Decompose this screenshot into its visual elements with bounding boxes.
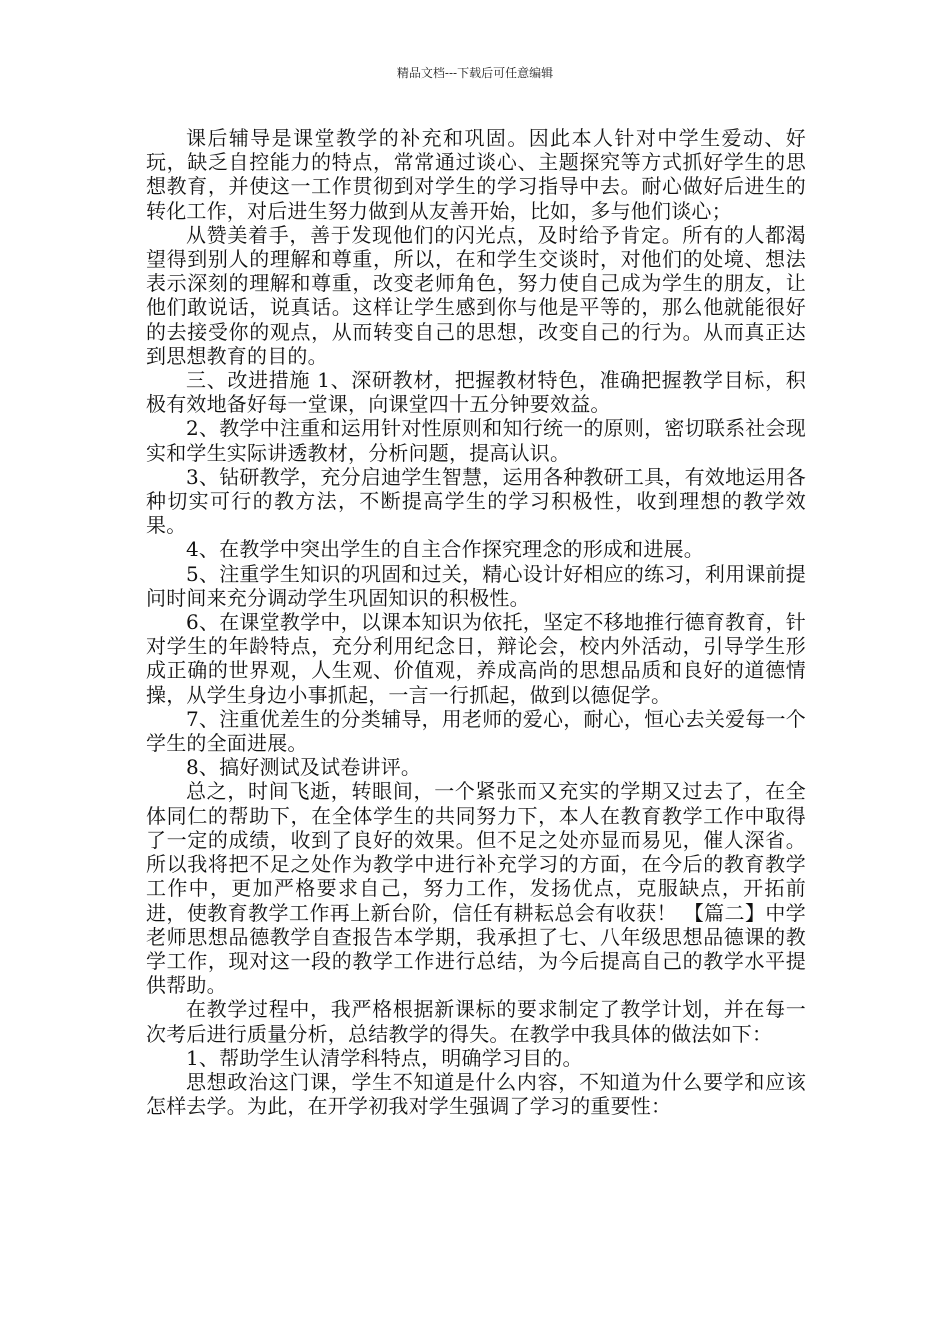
paragraph: 5、注重学生知识的巩固和过关，精心设计好相应的练习，利用课前提问时间来充分调动学生巩固知识的积极性。 — [146, 561, 806, 610]
paragraph: 7、注重优差生的分类辅导，用老师的爱心，耐心，恒心去关爱每一个学生的全面进展。 — [146, 706, 806, 756]
page-header: 精品文档---下载后可任意编辑 — [396, 66, 554, 80]
paragraph: 课后辅导是课堂教学的补充和巩固。因此本人针对中学生爱动、好玩，缺乏自控能力的特点，常常通过谈心、主题探究等方式抓好学生的思想教育，并使这一工作贯彻到对学生的学习指导中去。耐心做好后进生的转化工作，对后进生努力做到从友善开始，比如，多与他们谈心； — [146, 126, 806, 223]
paragraph: 2、教学中注重和运用针对性原则和知行统一的原则，密切联系社会现实和学生实际讲透教材，分析问题，提高认识。 — [146, 416, 806, 465]
paragraph: 8、搞好测试及试卷讲评。 — [186, 755, 422, 780]
document-body — [146, 126, 806, 1118]
paragraph: 三、改进措施 1、深研教材，把握教材特色，准确把握教学目标，积极有效地备好每一堂课，向课堂四十五分钟要效益。 — [146, 368, 806, 417]
paragraph: 3、钻研教学，充分启迪学生智慧，运用各种教研工具，有效地运用各种切实可行的教方法，不断提高学生的学习积极性，收到理想的教学效果。 — [146, 464, 806, 538]
paragraph: 在教学过程中，我严格根据新课标的要求制定了教学计划，并在每一次考后进行质量分析，总结教学的得失。在教学中我具体的做法如下： — [146, 997, 806, 1046]
paragraph: 思想政治这门课，学生不知道是什么内容，不知道为什么要学和应该怎样去学。为此，在开学初我对学生强调了学习的重要性： — [146, 1069, 806, 1119]
paragraph: 总之，时间飞逝，转眼间，一个紧张而又充实的学期又过去了，在全体同仁的帮助下，在全体学生的共同努力下，本人在教育教学工作中取得了一定的成绩，收到了良好的效果。但不足之处亦显而易见，催人深省。所以我将把不足之处作为教学中进行补充学习的方面，在今后的教育教学工作中，更加严格要求自己，努力工作，发扬优点，克服缺点，开拓前进，使教育教学工作再上新台阶，信任有耕耘总会有收获！ 【篇二】中学老师思想品德教学自查报告本学期，我承担了七、八年级思想品德课的教学工作，现对这一段的教学工作进行总结，为今后提高自己的教学水平提供帮助。 — [146, 779, 806, 998]
paragraph: 1、帮助学生认清学科特点，明确学习目的。 — [186, 1045, 583, 1070]
paragraph: 从赞美着手，善于发现他们的闪光点，及时给予肯定。所有的人都渴望得到别人的理解和尊重，所以，在和学生交谈时，对他们的处境、想法表示深刻的理解和尊重，改变老师角色，努力使自己成为学生的朋友，让他们敢说话，说真话。这样让学生感到你与他是平等的，那么他就能很好的去接受你的观点，从而转变自己的思想，改变自己的行为。从而真正达到思想教育的目的。 — [146, 222, 806, 368]
paragraph: 6、在课堂教学中，以课本知识为依托，坚定不移地推行德育教育，针对学生的年龄特点，充分利用纪念日，辩论会，校内外活动，引导学生形成正确的世界观，人生观、价值观，养成高尚的思想品质和良好的道德情操，从学生身边小事抓起，一言一行抓起，做到以德促学。 — [146, 610, 806, 707]
paragraph: 4、在教学中突出学生的自主合作探究理念的形成和进展。 — [186, 537, 704, 562]
